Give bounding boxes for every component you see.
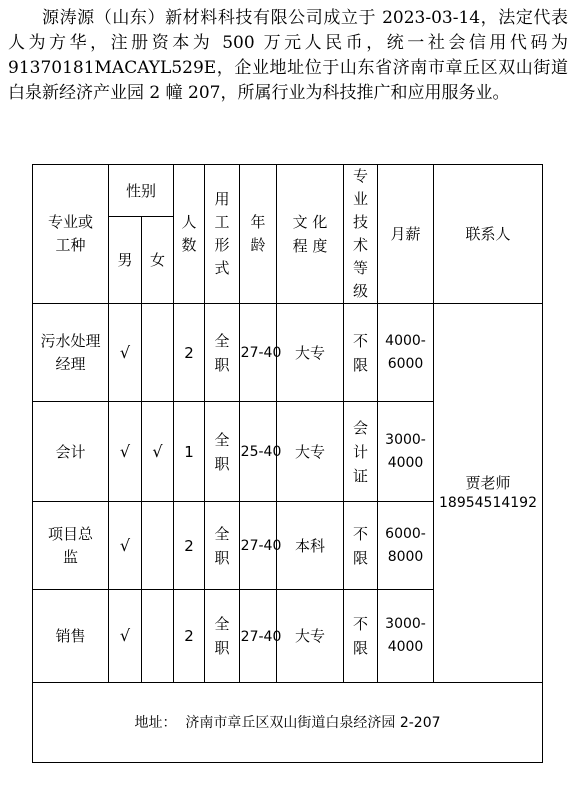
- header-contact: 联系人: [434, 165, 543, 304]
- cell-employment: 全职: [205, 502, 240, 590]
- cell-culture: 大专: [277, 590, 344, 683]
- cell-male: √: [109, 402, 142, 502]
- cell-male: √: [109, 304, 142, 402]
- header-tech-level: 专业技术等级: [344, 165, 378, 304]
- address-text: 济南市章丘区双山街道白泉经济园 2-207: [185, 714, 441, 731]
- cell-major: 会计: [33, 402, 109, 502]
- header-female: 女: [142, 217, 174, 304]
- cell-salary: 6000-8000: [378, 502, 434, 590]
- cell-employment: 全职: [205, 590, 240, 683]
- cell-female: [142, 304, 174, 402]
- address-row: [33, 683, 543, 763]
- cell-major: 项目总监: [33, 502, 109, 590]
- cell-male: √: [109, 590, 142, 683]
- cell-count: 2: [174, 502, 205, 590]
- cell-major: 销售: [33, 590, 109, 683]
- header-gender: 性别: [109, 165, 174, 217]
- cell-salary: 4000-6000: [378, 304, 434, 402]
- cell-age: 27-40: [240, 502, 277, 590]
- cell-male: √: [109, 502, 142, 590]
- cell-female: [142, 590, 174, 683]
- cell-count: 2: [174, 304, 205, 402]
- header-male: 男: [109, 217, 142, 304]
- cell-tech-level: 会计证: [344, 402, 378, 502]
- contact-phone: 18954514192: [439, 495, 537, 511]
- cell-major: 污水处理经理: [33, 304, 109, 402]
- cell-female: [142, 502, 174, 590]
- company-intro: 源涛源（山东）新材料科技有限公司成立于 2023-03-14，法定代表人为方华，注册资本为 500 万元人民币，统一社会信用代码为 91370181MACAYL529E，企业地址位于山东省济南市章丘区双山街道白泉新经济产业园 2 幢 207，所属行业为科技推广和应用服务业。: [8, 8, 568, 103]
- cell-age: 25-40: [240, 402, 277, 502]
- header-salary: 月薪: [378, 165, 434, 304]
- recruitment-table: [32, 164, 543, 763]
- header-employment: 用工形式: [205, 165, 240, 304]
- table-row: [33, 304, 543, 402]
- contact-name: 贾老师: [465, 474, 511, 492]
- address-cell: [33, 683, 543, 763]
- cell-tech-level: 不限: [344, 590, 378, 683]
- cell-age: 27-40: [240, 590, 277, 683]
- cell-employment: 全职: [205, 402, 240, 502]
- contact-cell: [434, 304, 543, 683]
- cell-culture: 大专: [277, 304, 344, 402]
- header-major: 专业或工种: [33, 165, 109, 304]
- cell-tech-level: 不限: [344, 502, 378, 590]
- cell-age: 27-40: [240, 304, 277, 402]
- cell-count: 2: [174, 590, 205, 683]
- cell-salary: 3000-4000: [378, 402, 434, 502]
- cell-tech-level: 不限: [344, 304, 378, 402]
- cell-employment: 全职: [205, 304, 240, 402]
- cell-culture: 大专: [277, 402, 344, 502]
- cell-count: 1: [174, 402, 205, 502]
- header-age: 年龄: [240, 165, 277, 304]
- header-culture: 文 化 程 度: [277, 165, 344, 304]
- header-count: 人数: [174, 165, 205, 304]
- cell-female: √: [142, 402, 174, 502]
- address-label: 地址：: [134, 714, 177, 731]
- cell-culture: 本科: [277, 502, 344, 590]
- cell-salary: 3000-4000: [378, 590, 434, 683]
